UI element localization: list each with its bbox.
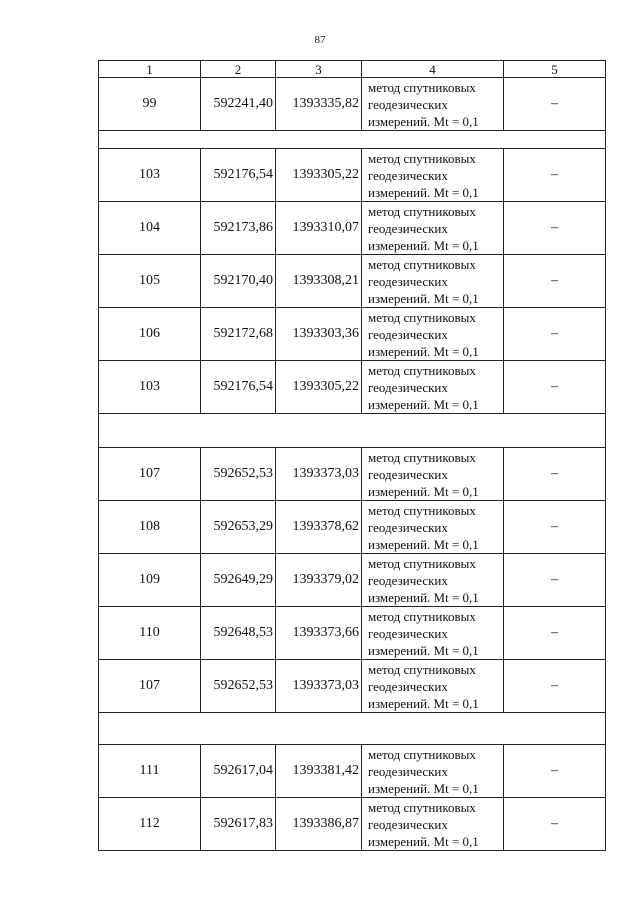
x-coordinate-cell: 592649,29 bbox=[201, 554, 276, 607]
method-line: измерений. Mt = 0,1 bbox=[368, 396, 479, 412]
group-separator-cell bbox=[99, 131, 606, 149]
method-line: измерений. Mt = 0,1 bbox=[368, 237, 479, 253]
header-cell-5: 5 bbox=[504, 61, 606, 78]
method-cell bbox=[362, 255, 504, 308]
x-coordinate-cell: 592653,29 bbox=[201, 501, 276, 554]
method-line: метод спутниковых bbox=[368, 150, 476, 166]
method-line: геодезических bbox=[368, 763, 448, 779]
header-row bbox=[99, 61, 606, 78]
method-cell bbox=[362, 501, 504, 554]
note-cell: – bbox=[504, 798, 606, 851]
note-cell: – bbox=[504, 78, 606, 131]
header-cell-4: 4 bbox=[362, 61, 504, 78]
table-row bbox=[99, 448, 606, 501]
note-cell: – bbox=[504, 149, 606, 202]
table-row bbox=[99, 745, 606, 798]
y-coordinate-cell: 1393305,22 bbox=[276, 361, 362, 414]
method-line: измерений. Mt = 0,1 bbox=[368, 695, 479, 711]
group-separator-cell bbox=[99, 414, 606, 448]
method-line: измерений. Mt = 0,1 bbox=[368, 483, 479, 499]
method-line: геодезических bbox=[368, 96, 448, 112]
x-coordinate-cell: 592173,86 bbox=[201, 202, 276, 255]
table-row bbox=[99, 501, 606, 554]
note-cell: – bbox=[504, 255, 606, 308]
note-cell: – bbox=[504, 554, 606, 607]
method-line: измерений. Mt = 0,1 bbox=[368, 589, 479, 605]
table-row bbox=[99, 149, 606, 202]
y-coordinate-cell: 1393310,07 bbox=[276, 202, 362, 255]
method-line: геодезических bbox=[368, 572, 448, 588]
point-number-cell: 109 bbox=[99, 554, 201, 607]
method-line: метод спутниковых bbox=[368, 555, 476, 571]
method-cell bbox=[362, 308, 504, 361]
method-line: измерений. Mt = 0,1 bbox=[368, 780, 479, 796]
table-row bbox=[99, 554, 606, 607]
method-line: геодезических bbox=[368, 167, 448, 183]
table-row bbox=[99, 361, 606, 414]
y-coordinate-cell: 1393379,02 bbox=[276, 554, 362, 607]
point-number-cell: 99 bbox=[99, 78, 201, 131]
method-line: геодезических bbox=[368, 625, 448, 641]
method-cell bbox=[362, 78, 504, 131]
point-number-cell: 111 bbox=[99, 745, 201, 798]
header-cell-3: 3 bbox=[276, 61, 362, 78]
method-cell bbox=[362, 798, 504, 851]
y-coordinate-cell: 1393335,82 bbox=[276, 78, 362, 131]
page-number: 87 bbox=[314, 34, 326, 46]
point-number-cell: 107 bbox=[99, 448, 201, 501]
method-cell bbox=[362, 660, 504, 713]
method-line: измерений. Mt = 0,1 bbox=[368, 184, 479, 200]
table-row bbox=[99, 255, 606, 308]
y-coordinate-cell: 1393303,36 bbox=[276, 308, 362, 361]
y-coordinate-cell: 1393381,42 bbox=[276, 745, 362, 798]
method-line: измерений. Mt = 0,1 bbox=[368, 536, 479, 552]
y-coordinate-cell: 1393378,62 bbox=[276, 501, 362, 554]
point-number-cell: 105 bbox=[99, 255, 201, 308]
method-line: метод спутниковых bbox=[368, 502, 476, 518]
note-cell: – bbox=[504, 361, 606, 414]
note-cell: – bbox=[504, 308, 606, 361]
group-separator-row bbox=[99, 131, 606, 149]
method-cell bbox=[362, 745, 504, 798]
table-row bbox=[99, 660, 606, 713]
group-separator-row bbox=[99, 414, 606, 448]
method-line: метод спутниковых bbox=[368, 309, 476, 325]
note-cell: – bbox=[504, 202, 606, 255]
table-row bbox=[99, 308, 606, 361]
method-line: измерений. Mt = 0,1 bbox=[368, 343, 479, 359]
table-row bbox=[99, 78, 606, 131]
method-line: измерений. Mt = 0,1 bbox=[368, 642, 479, 658]
note-cell: – bbox=[504, 745, 606, 798]
method-line: измерений. Mt = 0,1 bbox=[368, 113, 479, 129]
note-cell: – bbox=[504, 448, 606, 501]
header-cell-2: 2 bbox=[201, 61, 276, 78]
group-separator-row bbox=[99, 713, 606, 745]
method-line: геодезических bbox=[368, 678, 448, 694]
y-coordinate-cell: 1393373,03 bbox=[276, 660, 362, 713]
method-line: метод спутниковых bbox=[368, 449, 476, 465]
table-row bbox=[99, 202, 606, 255]
method-line: метод спутниковых bbox=[368, 362, 476, 378]
y-coordinate-cell: 1393308,21 bbox=[276, 255, 362, 308]
method-line: геодезических bbox=[368, 466, 448, 482]
note-cell: – bbox=[504, 660, 606, 713]
y-coordinate-cell: 1393373,66 bbox=[276, 607, 362, 660]
point-number-cell: 104 bbox=[99, 202, 201, 255]
x-coordinate-cell: 592241,40 bbox=[201, 78, 276, 131]
x-coordinate-cell: 592176,54 bbox=[201, 149, 276, 202]
point-number-cell: 112 bbox=[99, 798, 201, 851]
point-number-cell: 103 bbox=[99, 149, 201, 202]
x-coordinate-cell: 592648,53 bbox=[201, 607, 276, 660]
method-line: метод спутниковых bbox=[368, 203, 476, 219]
x-coordinate-cell: 592172,68 bbox=[201, 308, 276, 361]
x-coordinate-cell: 592176,54 bbox=[201, 361, 276, 414]
point-number-cell: 108 bbox=[99, 501, 201, 554]
y-coordinate-cell: 1393305,22 bbox=[276, 149, 362, 202]
method-line: измерений. Mt = 0,1 bbox=[368, 833, 479, 849]
method-line: геодезических bbox=[368, 273, 448, 289]
method-cell bbox=[362, 607, 504, 660]
method-line: метод спутниковых bbox=[368, 746, 476, 762]
method-cell bbox=[362, 202, 504, 255]
method-line: геодезических bbox=[368, 379, 448, 395]
x-coordinate-cell: 592652,53 bbox=[201, 448, 276, 501]
table-row bbox=[99, 798, 606, 851]
point-number-cell: 110 bbox=[99, 607, 201, 660]
method-cell bbox=[362, 149, 504, 202]
table-row bbox=[99, 607, 606, 660]
method-cell bbox=[362, 554, 504, 607]
method-line: метод спутниковых bbox=[368, 256, 476, 272]
x-coordinate-cell: 592652,53 bbox=[201, 660, 276, 713]
method-line: метод спутниковых bbox=[368, 79, 476, 95]
point-number-cell: 106 bbox=[99, 308, 201, 361]
method-line: геодезических bbox=[368, 220, 448, 236]
coordinates-table-body bbox=[99, 61, 606, 851]
group-separator-cell bbox=[99, 713, 606, 745]
header-cell-1: 1 bbox=[99, 61, 201, 78]
x-coordinate-cell: 592170,40 bbox=[201, 255, 276, 308]
x-coordinate-cell: 592617,83 bbox=[201, 798, 276, 851]
method-line: геодезических bbox=[368, 816, 448, 832]
x-coordinate-cell: 592617,04 bbox=[201, 745, 276, 798]
point-number-cell: 107 bbox=[99, 660, 201, 713]
method-line: измерений. Mt = 0,1 bbox=[368, 290, 479, 306]
point-number-cell: 103 bbox=[99, 361, 201, 414]
method-cell bbox=[362, 361, 504, 414]
method-cell bbox=[362, 448, 504, 501]
method-line: метод спутниковых bbox=[368, 608, 476, 624]
coordinates-table bbox=[98, 60, 606, 851]
y-coordinate-cell: 1393373,03 bbox=[276, 448, 362, 501]
y-coordinate-cell: 1393386,87 bbox=[276, 798, 362, 851]
note-cell: – bbox=[504, 607, 606, 660]
note-cell: – bbox=[504, 501, 606, 554]
method-line: метод спутниковых bbox=[368, 799, 476, 815]
method-line: геодезических bbox=[368, 326, 448, 342]
method-line: метод спутниковых bbox=[368, 661, 476, 677]
method-line: геодезических bbox=[368, 519, 448, 535]
